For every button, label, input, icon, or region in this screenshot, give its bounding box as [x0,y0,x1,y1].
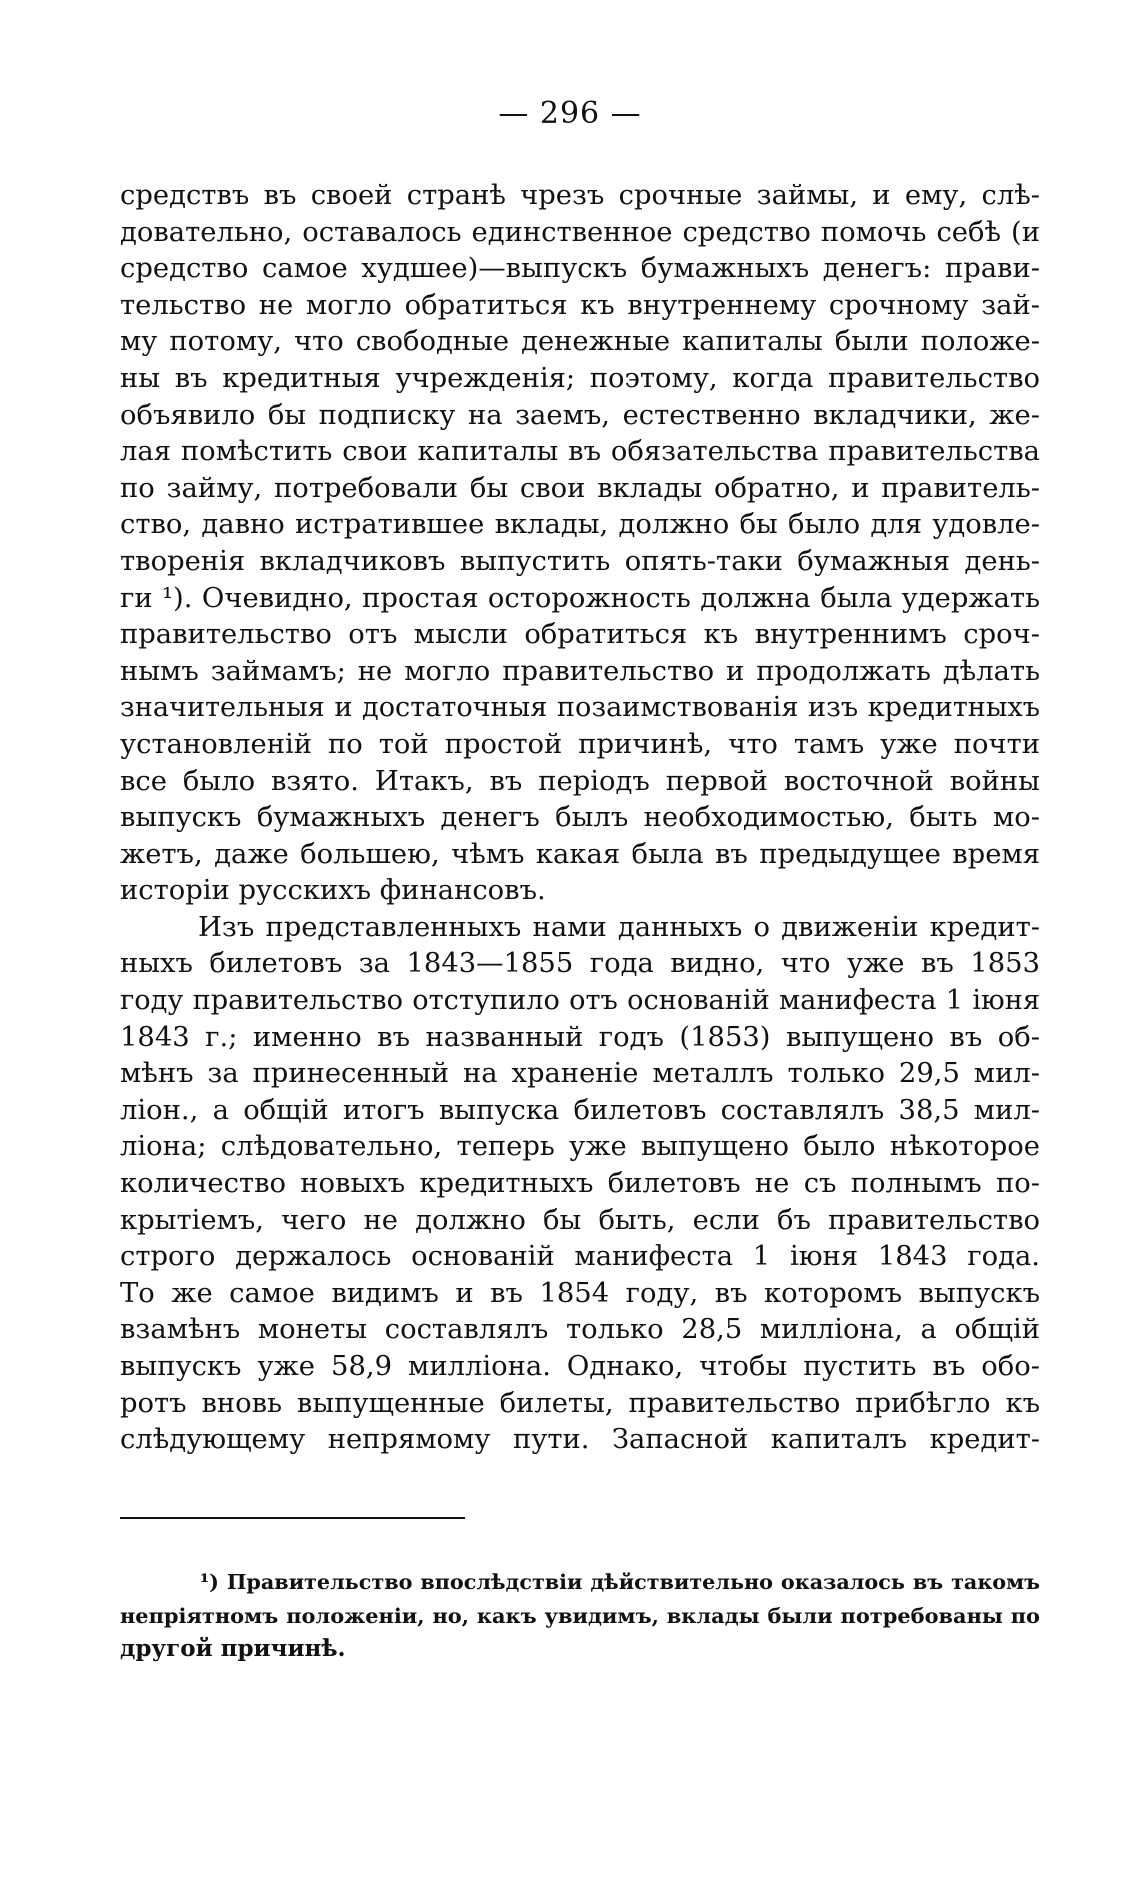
footnote-divider [120,1517,465,1519]
text-line: ны въ кредитныя учрежденія; поэтому, когда правительство [120,362,1040,394]
text-line: То же самое видимъ и въ 1854 году, въ которомъ выпускъ [120,1277,1040,1309]
paragraph-start-line: Изъ представленныхъ нами данныхъ о движеніи кредит- [198,911,1040,943]
text-line: ротъ вновь выпущенные билеты, правительство прибѣгло къ [120,1387,1040,1419]
text-line: ги ¹). Очевидно, простая осторожность должна была удержать [120,582,1040,614]
text-line: средство самое худшее)—выпускъ бумажныхъ денегъ: прави- [120,253,1040,285]
text-line: выпускъ бумажныхъ денегъ былъ необходимостью, быть мо- [120,802,1040,834]
text-line: по займу, потребовали бы свои вклады обратно, и правитель- [120,472,1040,504]
text-line: правительство отъ мысли обратиться къ внутреннимъ сроч- [120,619,1040,651]
text-line: нымъ займамъ; не могло правительство и продолжать дѣлать [120,655,1040,687]
page-number: — 296 — [498,96,642,131]
text-line: средствъ въ своей странѣ чрезъ срочные займы, и ему, слѣ- [120,180,1040,211]
footnote-line: ¹) Правительство впослѣдствіи дѣйствительно оказалось въ такомъ [200,1570,1040,1594]
text-line: мѣнъ за принесенный на храненіе металлъ только 29,5 мил- [120,1058,1040,1090]
footnote-line: непріятномъ положеніи, но, какъ увидимъ, вклады были потребованы по [120,1603,1040,1628]
paragraph-end-line: исторіи русскихъ финансовъ. [120,875,546,907]
text-line: ліон., а общій итогъ выпуска билетовъ составлялъ 38,5 мил- [120,1094,1040,1126]
text-line: слѣдующему непрямому пути. Запасной капиталъ кредит- [120,1424,1040,1456]
main-text-block [120,178,1040,1459]
text-line: тельство не могло обратиться къ внутреннему срочному зай- [120,289,1040,321]
text-line: взамѣнъ монеты составлялъ только 28,5 милліона, а общій [120,1314,1040,1346]
text-line: ство, давно истратившее вклады, должно бы было для удовле- [120,509,1040,541]
footnote-block [120,1566,1040,1665]
text-line: крытіемъ, чего не должно бы быть, если бъ правительство [120,1204,1040,1236]
text-line: значительныя и достаточныя позаимствованія изъ кредитныхъ [120,692,1040,724]
text-line: все было взято. Итакъ, въ періодъ первой восточной войны [120,765,1040,797]
text-line: лая помѣстить свои капиталы въ обязательства правительства [120,436,1040,468]
text-line: объявило бы подписку на заемъ, естественно вкладчики, же- [120,399,1040,431]
text-line: строго держалось основаній манифеста 1 іюня 1843 года. [120,1241,1040,1273]
text-line: 1843 г.; именно въ названный годъ (1853) выпущено въ об- [120,1021,1040,1053]
text-line: творенія вкладчиковъ выпустить опять-таки бумажныя день- [120,545,1040,577]
text-line: ныхъ билетовъ за 1843—1855 года видно, что уже въ 1853 [120,948,1040,980]
footnote-line: другой причинѣ. [120,1635,346,1662]
text-line: довательно, оставалось единственное средство помочь себѣ (и [120,216,1040,248]
text-line: му потому, что свободные денежные капиталы были положе- [120,326,1040,358]
text-line: количество новыхъ кредитныхъ билетовъ не съ полнымъ по- [120,1168,1040,1200]
text-line: году правительство отступило отъ основаній манифеста 1 іюня [120,985,1040,1017]
text-line: ліона; слѣдовательно, теперь уже выпущено было нѣкоторое [120,1131,1040,1163]
text-line: жетъ, даже большею, чѣмъ какая была въ предыдущее время [120,838,1040,870]
text-line: выпускъ уже 58,9 милліона. Однако, чтобы пустить въ обо- [120,1351,1040,1382]
text-line: установленій по той простой причинѣ, что тамъ уже почти [120,728,1040,760]
